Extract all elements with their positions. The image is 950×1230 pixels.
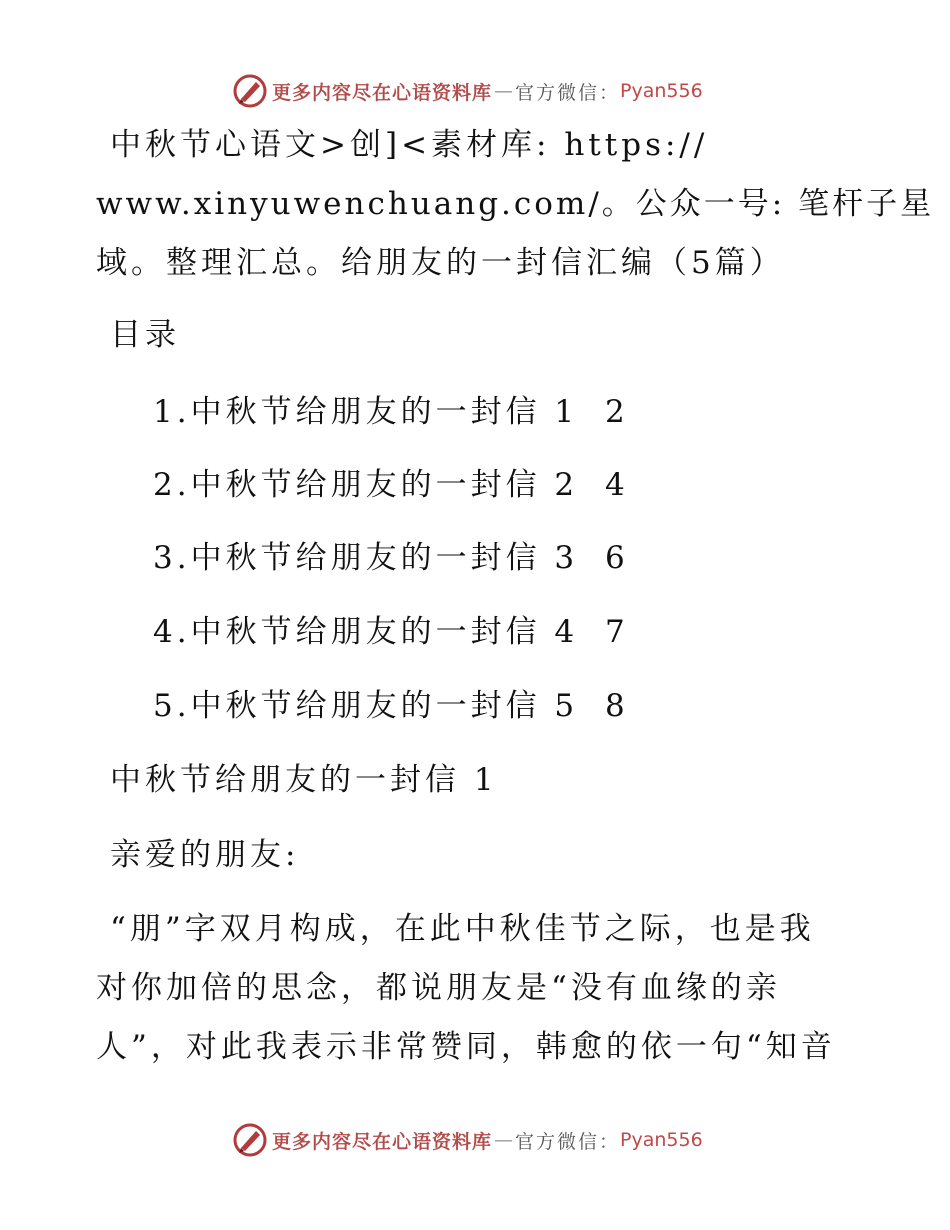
banner-prefix: 更多内容尽在心语资料库 [272, 1130, 493, 1153]
toc-item[interactable] [153, 688, 629, 724]
letter-line-2: 对你加倍的思念，都说朋友是“没有血缘的亲 [96, 970, 781, 1006]
toc-item-page: 4 [605, 467, 629, 503]
banner-wechat-id: Pyan556 [620, 1129, 703, 1151]
letter-greeting: 亲爱的朋友: [110, 837, 300, 873]
toc-item-page: 7 [605, 614, 629, 650]
toc-item-page: 8 [605, 688, 629, 724]
toc-item[interactable] [153, 614, 629, 650]
intro-line-2: www.xinyuwenchuang.com/。公众一号: 笔杆子星 [96, 186, 935, 222]
banner-prefix: 更多内容尽在心语资料库 [272, 81, 493, 104]
toc-heading: 目录 [110, 317, 180, 353]
toc-item[interactable] [153, 467, 629, 503]
letter-line-1: “朋”字双月构成，在此中秋佳节之际，也是我 [110, 911, 815, 947]
banner-dash: — [494, 1129, 514, 1151]
toc-item-title: 2.中秋节给朋友的一封信 2 [153, 467, 579, 503]
intro-line-3: 域。整理汇总。给朋友的一封信汇编（5篇） [96, 245, 785, 281]
header-banner [232, 71, 703, 111]
pen-logo-icon [232, 1122, 268, 1158]
toc-item-title: 1.中秋节给朋友的一封信 1 [153, 394, 579, 430]
letter-line-3: 人”，对此我表示非常赞同，韩愈的依一句“知音 [96, 1029, 836, 1065]
footer-banner [232, 1120, 703, 1160]
banner-dash: — [494, 80, 514, 102]
pen-logo-icon [232, 73, 268, 109]
letter-title: 中秋节给朋友的一封信 1 [110, 762, 498, 798]
toc-item[interactable] [153, 394, 629, 430]
toc-item-page: 2 [605, 394, 629, 430]
banner-wechat-id: Pyan556 [620, 80, 703, 102]
banner-wechat-label: 官方微信： [515, 1130, 621, 1153]
toc-item-title: 3.中秋节给朋友的一封信 3 [153, 540, 579, 576]
intro-line-1: 中秋节心语文>创]<素材库: https:// [110, 127, 709, 163]
banner-wechat-label: 官方微信： [515, 81, 621, 104]
toc-item-title: 5.中秋节给朋友的一封信 5 [153, 688, 579, 724]
toc-item[interactable] [153, 540, 629, 576]
toc-item-page: 6 [605, 540, 629, 576]
toc-item-title: 4.中秋节给朋友的一封信 4 [153, 614, 579, 650]
